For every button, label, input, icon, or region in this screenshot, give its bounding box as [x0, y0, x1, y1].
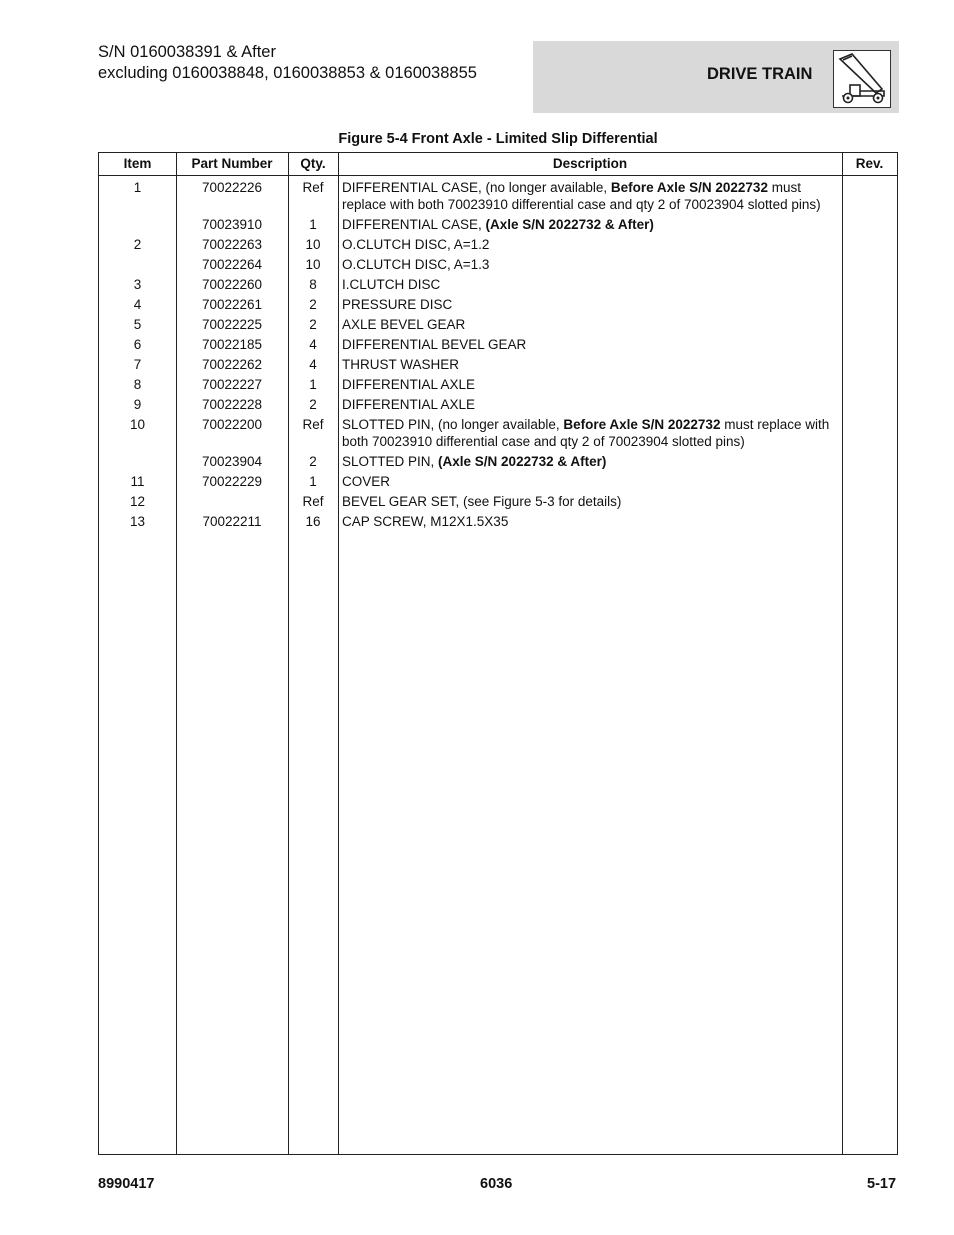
- description-text: SLOTTED PIN,: [342, 454, 439, 469]
- item-cell: 3: [133, 277, 142, 292]
- item-cell: [99, 216, 176, 233]
- section-header-box: [533, 41, 899, 113]
- serial-number-line-2: excluding 0160038848, 0160038853 & 0160038855: [98, 64, 477, 82]
- description-cell: [338, 296, 842, 313]
- description-text: DIFFERENTIAL CASE, (no longer available,: [342, 180, 611, 195]
- description-text: DIFFERENTIAL AXLE: [342, 377, 476, 392]
- description-cell: [338, 453, 842, 470]
- item-cell: 11: [130, 474, 145, 489]
- table-row: [99, 176, 897, 213]
- qty-cell: 4: [309, 357, 317, 372]
- part-number-cell: 70023910: [201, 217, 263, 232]
- part-number-cell: 70022262: [201, 357, 263, 372]
- item-cell: 2: [133, 237, 142, 252]
- part-number-cell: 70022229: [201, 474, 263, 489]
- description-cell: [338, 513, 842, 530]
- table-row: [99, 213, 897, 233]
- footer-document-number: 8990417: [98, 1176, 155, 1192]
- table-row: [99, 233, 897, 253]
- qty-cell: 2: [309, 397, 317, 412]
- description-cell: [338, 473, 842, 490]
- table-row: [99, 450, 897, 470]
- item-cell: 4: [133, 297, 142, 312]
- description-text: COVER: [342, 474, 391, 489]
- description-cell: [338, 236, 842, 253]
- description-text: CAP SCREW, M12X1.5X35: [342, 514, 509, 529]
- description-text: must replace with both 70023910 differential case and qty 2 of 70023904 slotted pins): [342, 417, 830, 449]
- footer-model-number: 6036: [480, 1176, 513, 1192]
- part-number-cell: 70022261: [201, 297, 263, 312]
- description-text: DIFFERENTIAL CASE,: [342, 217, 486, 232]
- item-cell: 8: [133, 377, 142, 392]
- description-cell: [338, 356, 842, 373]
- part-number-cell: 70022211: [202, 514, 262, 529]
- description-emphasis: Before Axle S/N 2022732: [563, 417, 721, 432]
- part-number-cell: 70022226: [201, 180, 263, 195]
- qty-cell: 16: [305, 514, 321, 529]
- description-cell: [338, 416, 842, 450]
- table-body: [99, 176, 897, 530]
- description-cell: [338, 276, 842, 293]
- description-text: PRESSURE DISC: [342, 297, 453, 312]
- description-text: I.CLUTCH DISC: [342, 277, 441, 292]
- item-cell: 7: [133, 357, 142, 372]
- table-row: [99, 313, 897, 333]
- item-cell: 6: [133, 337, 142, 352]
- part-number-cell: 70022227: [201, 377, 263, 392]
- qty-cell: Ref: [302, 180, 324, 195]
- table-row: [99, 510, 897, 530]
- table-row: [99, 373, 897, 393]
- qty-cell: 1: [309, 377, 317, 392]
- item-cell: [99, 453, 176, 470]
- part-number-cell: 70022263: [201, 237, 263, 252]
- item-cell: 12: [129, 494, 146, 509]
- description-emphasis: Before Axle S/N 2022732: [610, 180, 768, 195]
- qty-cell: 10: [305, 257, 321, 272]
- description-text: AXLE BEVEL GEAR: [342, 317, 466, 332]
- table-row: [99, 470, 897, 490]
- description-cell: [338, 336, 842, 353]
- serial-number-line-1: S/N 0160038391 & After: [98, 43, 276, 61]
- item-cell: 1: [133, 180, 142, 195]
- item-cell: 9: [133, 397, 142, 412]
- part-number-cell: 70022260: [201, 277, 263, 292]
- description-text: THRUST WASHER: [342, 357, 460, 372]
- table-row: [99, 293, 897, 313]
- qty-cell: 1: [309, 217, 317, 232]
- part-number-cell: 70022185: [201, 337, 263, 352]
- qty-cell: 4: [309, 337, 317, 352]
- table-row: [99, 333, 897, 353]
- parts-table: [98, 152, 898, 1155]
- table-row: [99, 490, 897, 510]
- qty-cell: 1: [309, 474, 317, 489]
- qty-cell: 8: [309, 277, 317, 292]
- qty-cell: 2: [309, 454, 317, 469]
- column-header-description: Description: [552, 156, 628, 171]
- description-text: O.CLUTCH DISC, A=1.2: [342, 237, 490, 252]
- description-cell: [338, 376, 842, 393]
- figure-title: Figure 5-4 Front Axle - Limited Slip Differential: [338, 131, 658, 147]
- section-title: DRIVE TRAIN: [707, 65, 813, 83]
- description-cell: [338, 256, 842, 273]
- qty-cell: Ref: [302, 494, 324, 509]
- description-text: DIFFERENTIAL BEVEL GEAR: [342, 337, 527, 352]
- column-header-rev: Rev.: [855, 156, 884, 171]
- item-cell: 5: [133, 317, 142, 332]
- table-row: [99, 353, 897, 373]
- table-row: [99, 253, 897, 273]
- part-number-cell: 70022225: [201, 317, 263, 332]
- part-number-cell: 70023904: [201, 454, 263, 469]
- table-row: [99, 413, 897, 450]
- qty-cell: Ref: [302, 417, 324, 432]
- table-row: [99, 393, 897, 413]
- part-number-cell: 70022200: [201, 417, 263, 432]
- item-cell: 13: [129, 514, 146, 529]
- footer-page-number: 5-17: [867, 1176, 897, 1192]
- serial-number-block: [98, 42, 477, 84]
- column-header-part-number: Part Number: [191, 156, 273, 171]
- part-number-cell: [176, 493, 288, 510]
- table-row: [99, 273, 897, 293]
- part-number-cell: 70022228: [201, 397, 263, 412]
- telehandler-icon: [833, 50, 891, 108]
- description-text: SLOTTED PIN, (no longer available,: [342, 417, 564, 432]
- description-text: BEVEL GEAR SET, (see Figure 5-3 for details): [342, 494, 622, 509]
- column-header-qty: Qty.: [300, 156, 326, 171]
- item-cell: 10: [129, 417, 146, 432]
- part-number-cell: 70022264: [201, 257, 263, 272]
- column-header-item: Item: [123, 156, 152, 171]
- qty-cell: 10: [305, 237, 321, 252]
- qty-cell: 2: [309, 297, 317, 312]
- description-cell: [338, 396, 842, 413]
- description-text: O.CLUTCH DISC, A=1.3: [342, 257, 490, 272]
- description-cell: [338, 216, 842, 233]
- description-emphasis: (Axle S/N 2022732 & After): [438, 454, 607, 469]
- description-emphasis: (Axle S/N 2022732 & After): [485, 217, 654, 232]
- description-cell: [338, 316, 842, 333]
- description-text: DIFFERENTIAL AXLE: [342, 397, 476, 412]
- description-cell: [338, 493, 842, 510]
- item-cell: [99, 256, 176, 273]
- description-cell: [338, 179, 842, 213]
- description-text: must replace with both 70023910 differential case and qty 2 of 70023904 slotted pins): [342, 180, 821, 212]
- qty-cell: 2: [309, 317, 317, 332]
